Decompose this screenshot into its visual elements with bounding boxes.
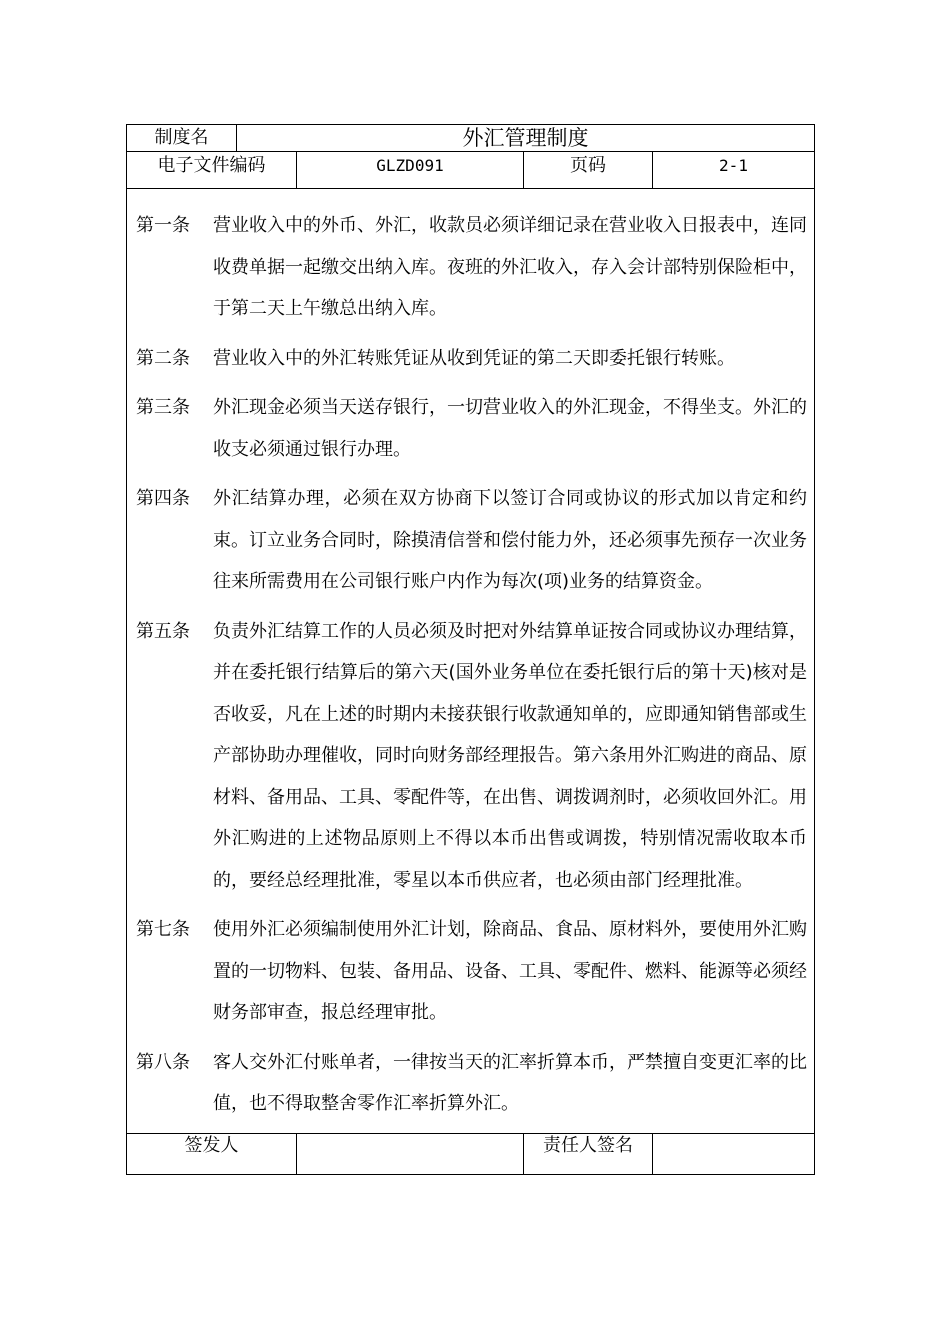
code-label: 电子文件编码 (127, 152, 297, 188)
article-text: 外汇现金必须当天送存银行，一切营业收入的外汇现金，不得坐支。外汇的收支必须通过银行办理。 (213, 397, 807, 460)
article (127, 387, 814, 470)
article (127, 478, 814, 603)
article-label: 第五条 (136, 620, 190, 642)
article-text: 使用外汇必须编制使用外汇计划，除商品、食品、原材料外，要使用外汇购置的一切物料、包装、备用品、设备、工具、零配件、燃料、能源等必须经财务部审查，报总经理审批。 (213, 919, 807, 1023)
issuer-signature-field[interactable] (297, 1134, 524, 1174)
document-title: 外汇管理制度 (462, 126, 589, 150)
article-text: 营业收入中的外汇转账凭证从收到凭证的第二天即委托银行转账。 (213, 347, 735, 369)
article-text: 外汇结算办理，必须在双方协商下以签订合同或协议的形式加以肯定和约束。订立业务合同时，除摸清信誉和偿付能力外，还必须事先预存一次业务往来所需费用在公司银行账户内作为每次(项)业务的结算资金。 (213, 488, 807, 592)
article (127, 611, 814, 902)
article-label: 第二条 (136, 347, 190, 369)
header-row-title (127, 125, 814, 152)
article (127, 909, 814, 1034)
issuer-label: 签发人 (127, 1134, 297, 1174)
footer-row-signatures (127, 1134, 814, 1174)
article-text: 客人交外汇付账单者，一律按当天的汇率折算本币，严禁擅自变更汇率的比值，也不得取整舍零作汇率折算外汇。 (213, 1051, 807, 1114)
code-value: GLZD091 (297, 152, 524, 188)
responsible-label: 责任人签名 (524, 1134, 653, 1174)
page-label: 页码 (524, 152, 653, 188)
responsible-signature-field[interactable] (653, 1134, 814, 1174)
articles-body (127, 189, 814, 1134)
article-text: 负责外汇结算工作的人员必须及时把对外结算单证按合同或协议办理结算，并在委托银行结算后的第六天(国外业务单位在委托银行后的第十天)核对是否收妥，凡在上述的时期内未接获银行收款通知单的，应即通知销售部或生产部协助办理催收，同时向财务部经理报告。第六条用外汇购进的商品、原材料、备用品、工具、零配件等，在出售、调拨调剂时，必须收回外汇。用外汇购进的上述物品原则上不得以本币出售或调拨，特别情况需收取本币的，要经总经理批准，零星以本币供应者，也必须由部门经理批准。 (213, 620, 807, 891)
article-label: 第四条 (136, 488, 190, 509)
article-label: 第三条 (136, 397, 190, 418)
article-label: 第一条 (136, 215, 190, 236)
article (127, 1042, 814, 1125)
article (127, 205, 814, 330)
article-label: 第七条 (136, 919, 190, 940)
name-label: 制度名 (127, 125, 237, 151)
page-value: 2-1 (719, 156, 748, 175)
article-label: 第八条 (136, 1051, 190, 1073)
article (127, 338, 814, 380)
article-text: 营业收入中的外币、外汇，收款员必须详细记录在营业收入日报表中，连同收费单据一起缴交出纳入库。夜班的外汇收入，存入会计部特别保险柜中，于第二天上午缴总出纳入库。 (213, 215, 807, 319)
header-row-code (127, 152, 814, 189)
policy-document (126, 124, 815, 1175)
